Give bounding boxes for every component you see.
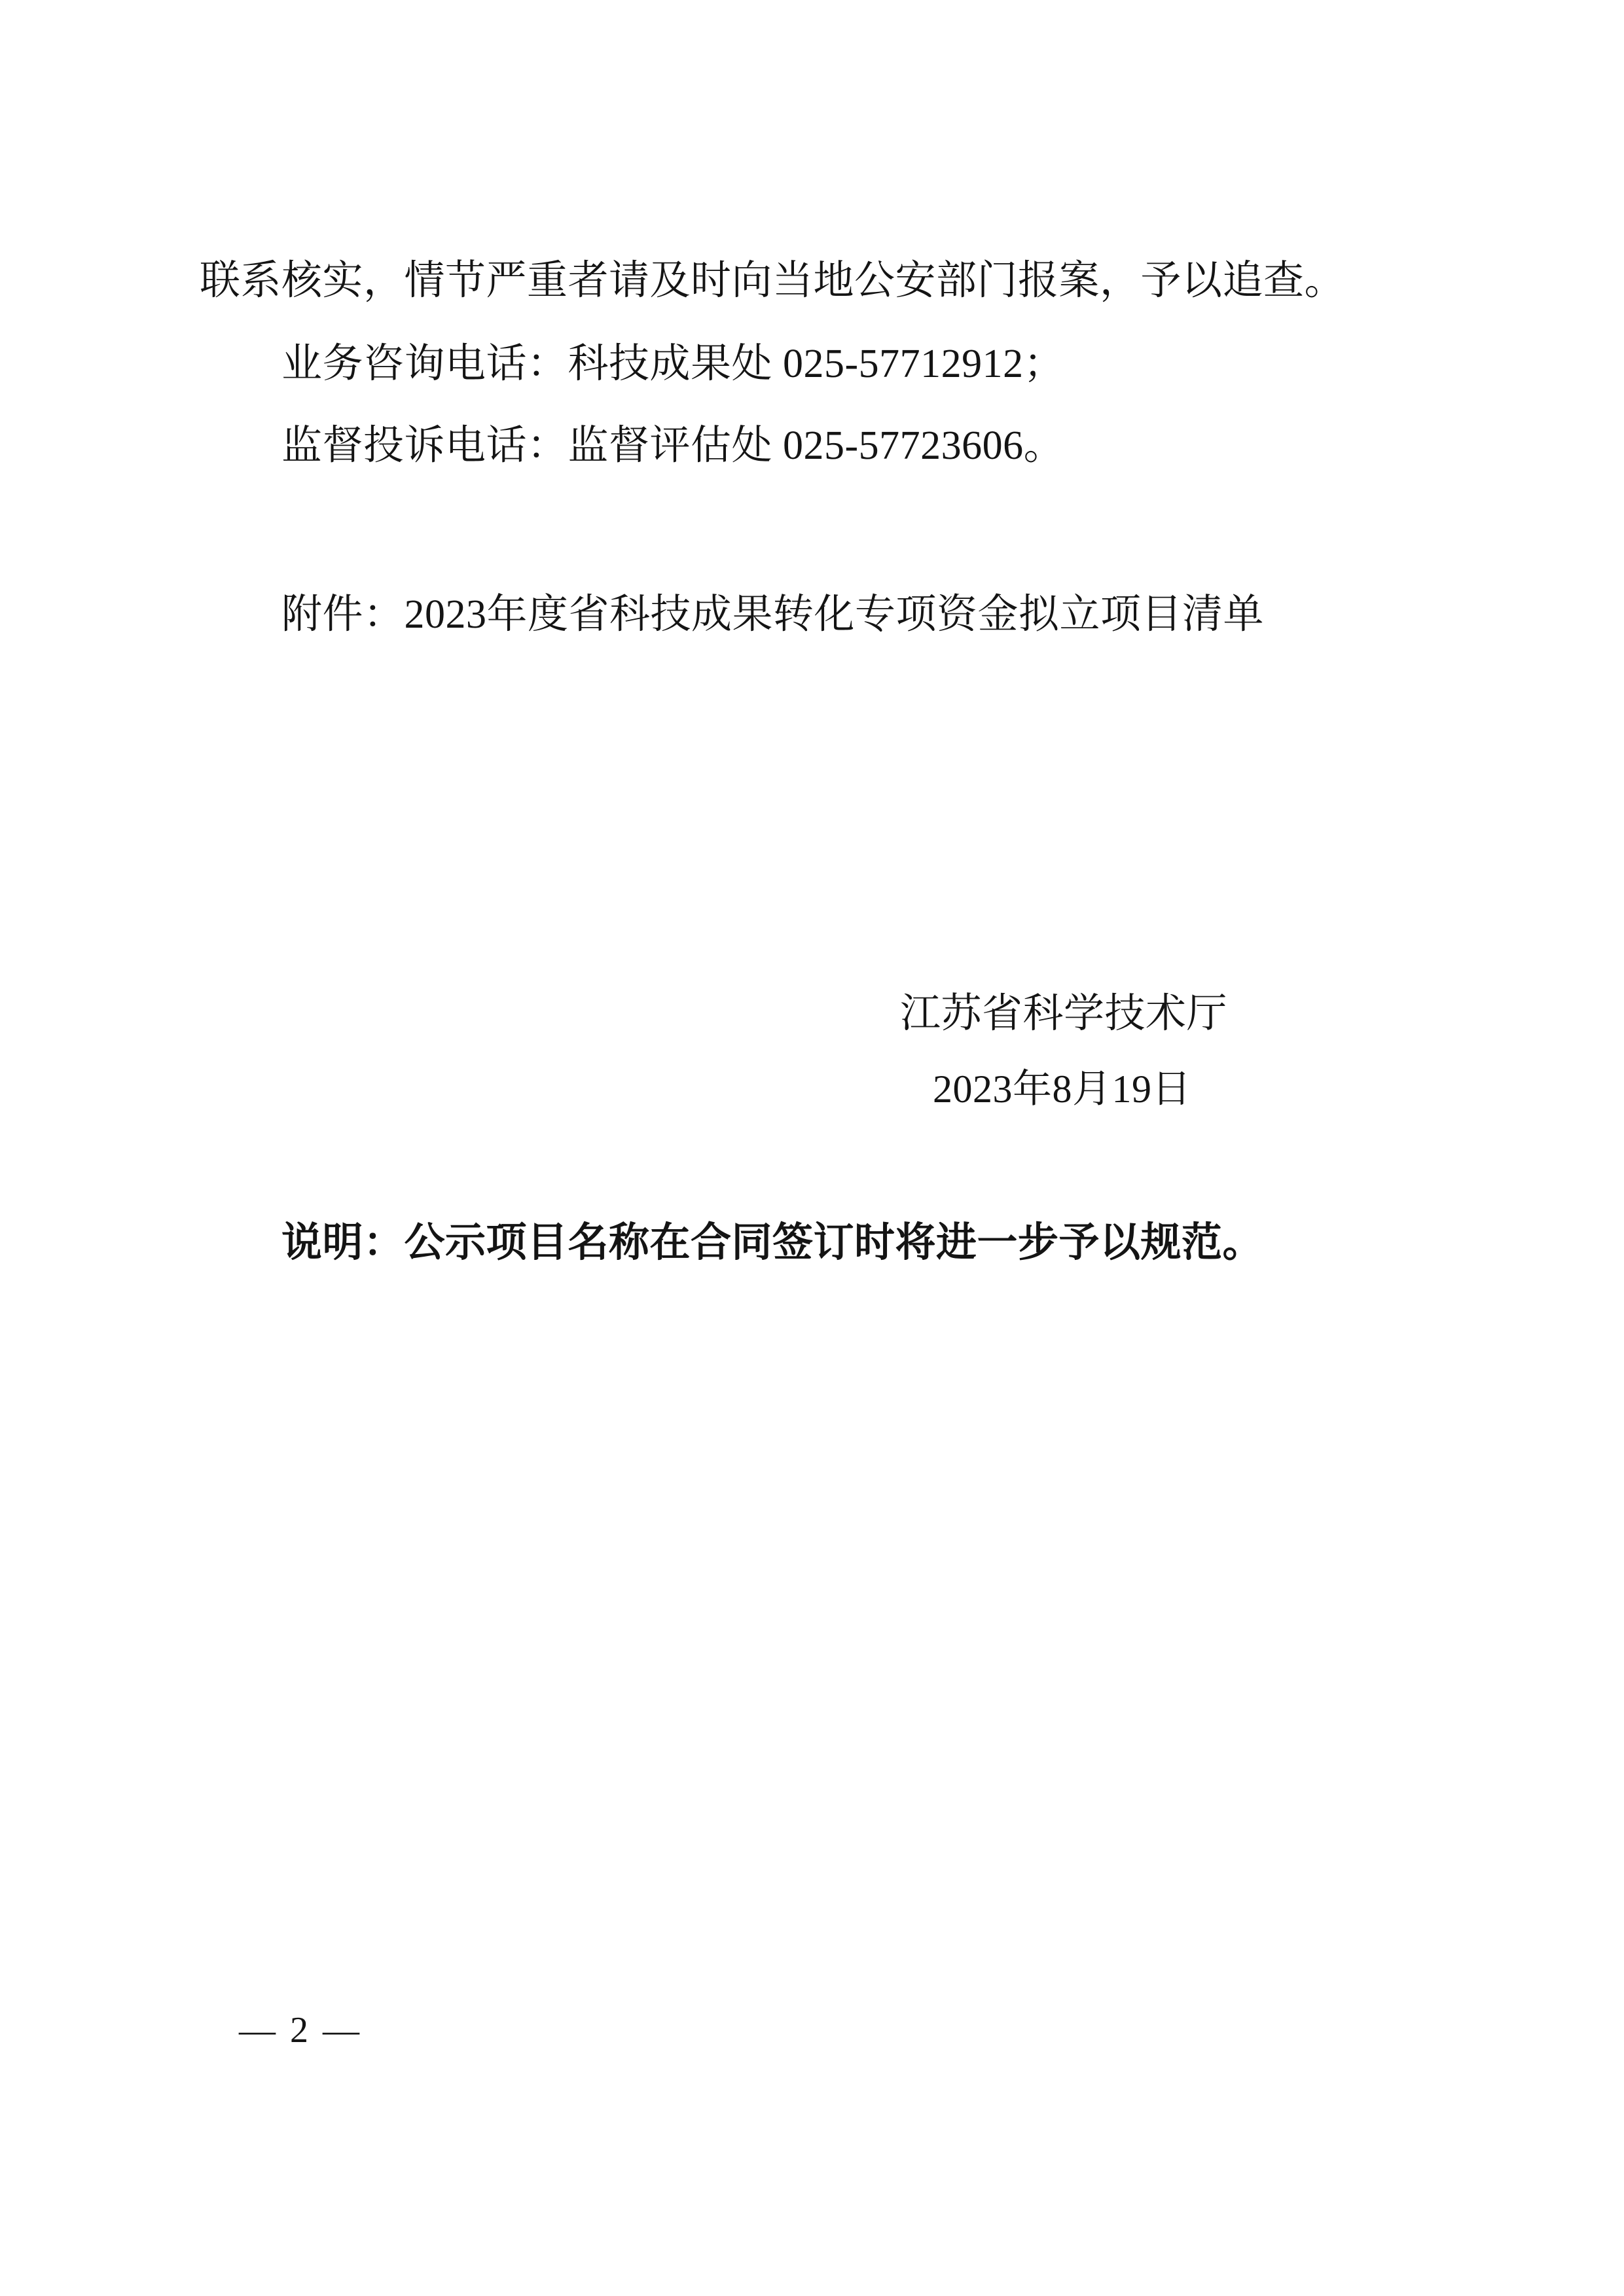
paragraph-attachment: 附件：2023年度省科技成果转化专项资金拟立项目清单 [281,592,1265,637]
signature-organization: 江苏省科学技术厅 [900,992,1228,1036]
paragraph-continuation: 联系核实，情节严重者请及时向当地公安部门报案，予以追查。 [200,259,1346,303]
note-statement: 说明：公示项目名称在合同签订时将进一步予以规范。 [281,1221,1264,1265]
paragraph-consult-phone: 业务咨询电话：科技成果处 025-57712912； [281,342,1065,386]
page-number: — 2 — [239,2010,362,2051]
signature-date: 2023年8月19日 [933,1067,1191,1111]
paragraph-supervise-phone: 监督投诉电话：监督评估处 025-57723606。 [281,423,1065,468]
